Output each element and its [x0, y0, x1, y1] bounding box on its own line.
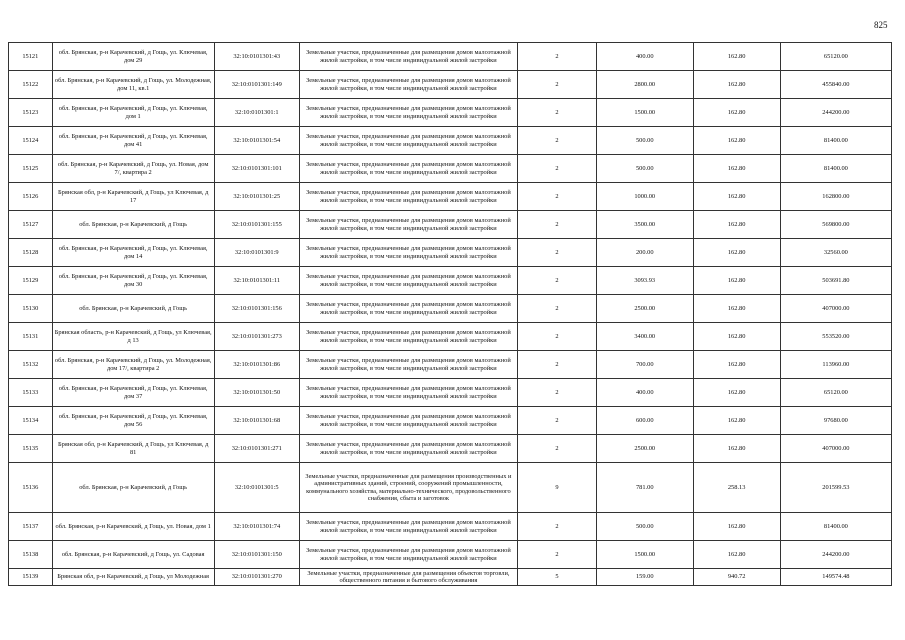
- area-cell: 2500.00: [596, 435, 693, 463]
- row-number: 15123: [9, 99, 53, 127]
- permitted-use: Земельные участки, предназначенные для размещения домов малоэтажной жилой застройки, в том числе индивидуальной жилой застройки: [299, 323, 517, 351]
- use-category: 2: [517, 379, 596, 407]
- area-cell: 1000.00: [596, 183, 693, 211]
- use-category: 2: [517, 323, 596, 351]
- row-number: 15137: [9, 513, 53, 541]
- row-number: 15129: [9, 267, 53, 295]
- cadastral-value: 81400.00: [780, 127, 891, 155]
- cadastral-number: 32:10:0101301:86: [214, 351, 299, 379]
- table-row: [9, 295, 892, 323]
- row-number: 15130: [9, 295, 53, 323]
- use-category: 2: [517, 435, 596, 463]
- use-category: 2: [517, 43, 596, 71]
- permitted-use: Земельные участки, предназначенные для размещения домов малоэтажной жилой застройки, в том числе индивидуальной жилой застройки: [299, 351, 517, 379]
- area-cell: 600.00: [596, 407, 693, 435]
- cadastral-number: 32:10:0101301:43: [214, 43, 299, 71]
- price-per-unit: 940.72: [693, 569, 780, 586]
- cadastral-value: 569800.00: [780, 211, 891, 239]
- price-per-unit: 162.80: [693, 211, 780, 239]
- permitted-use: Земельные участки, предназначенные для размещения домов малоэтажной жилой застройки, в том числе индивидуальной жилой застройки: [299, 211, 517, 239]
- cadastral-value: 407000.00: [780, 295, 891, 323]
- use-category: 2: [517, 541, 596, 569]
- cadastral-number: 32:10:0101301:101: [214, 155, 299, 183]
- area-cell: 3500.00: [596, 211, 693, 239]
- price-per-unit: 162.80: [693, 71, 780, 99]
- table-row: [9, 239, 892, 267]
- permitted-use: Земельные участки, предназначенные для размещения домов малоэтажной жилой застройки, в том числе индивидуальной жилой застройки: [299, 379, 517, 407]
- cadastral-value: 244200.00: [780, 99, 891, 127]
- row-number: 15134: [9, 407, 53, 435]
- use-category: 2: [517, 127, 596, 155]
- table-row: [9, 127, 892, 155]
- permitted-use: Земельные участки, предназначенные для размещения домов малоэтажной жилой застройки, в том числе индивидуальной жилой застройки: [299, 99, 517, 127]
- row-number: 15133: [9, 379, 53, 407]
- area-cell: 2500.00: [596, 295, 693, 323]
- cadastral-number: 32:10:0101301:270: [214, 569, 299, 586]
- area-cell: 400.00: [596, 379, 693, 407]
- address-cell: обл. Брянская, р-н Карачевский, д Гощь: [52, 463, 214, 513]
- table-row: [9, 183, 892, 211]
- area-cell: 781.00: [596, 463, 693, 513]
- table-row: [9, 99, 892, 127]
- address-cell: обл. Брянская, р-н Карачевский, д Гощь, ул. Ключевая, дом 41: [52, 127, 214, 155]
- use-category: 2: [517, 99, 596, 127]
- table-row: [9, 513, 892, 541]
- price-per-unit: 162.80: [693, 541, 780, 569]
- cadastral-value: 503691.80: [780, 267, 891, 295]
- price-per-unit: 162.80: [693, 239, 780, 267]
- table-row: [9, 379, 892, 407]
- area-cell: 500.00: [596, 513, 693, 541]
- row-number: 15126: [9, 183, 53, 211]
- price-per-unit: 162.80: [693, 127, 780, 155]
- permitted-use: Земельные участки, предназначенные для размещения домов малоэтажной жилой застройки, в том числе индивидуальной жилой застройки: [299, 43, 517, 71]
- cadastral-value: 65120.00: [780, 379, 891, 407]
- table-row: [9, 463, 892, 513]
- cadastral-value: 162800.00: [780, 183, 891, 211]
- price-per-unit: 162.80: [693, 407, 780, 435]
- table-row: [9, 155, 892, 183]
- cadastral-number: 32:10:0101301:155: [214, 211, 299, 239]
- permitted-use: Земельные участки, предназначенные для размещения объектов торговли, общественного питания и бытового обслуживания: [299, 569, 517, 586]
- address-cell: обл. Брянская, р-н Карачевский, д Гощь, ул. Молодежная, дом 11, кв.1: [52, 71, 214, 99]
- address-cell: Брянская обл, р-н Карачевский, д Гощь, ул Ключевая, д 81: [52, 435, 214, 463]
- cadastral-number: 32:10:0101301:74: [214, 513, 299, 541]
- price-per-unit: 162.80: [693, 155, 780, 183]
- permitted-use: Земельные участки, предназначенные для размещения домов малоэтажной жилой застройки, в том числе индивидуальной жилой застройки: [299, 155, 517, 183]
- cadastral-value: 81400.00: [780, 513, 891, 541]
- permitted-use: Земельные участки, предназначенные для размещения домов малоэтажной жилой застройки, в том числе индивидуальной жилой застройки: [299, 513, 517, 541]
- table-row: [9, 407, 892, 435]
- cadastral-number: 32:10:0101301:9: [214, 239, 299, 267]
- price-per-unit: 162.80: [693, 295, 780, 323]
- address-cell: обл. Брянская, р-н Карачевский, д Гощь: [52, 295, 214, 323]
- table-row: [9, 43, 892, 71]
- cadastral-number: 32:10:0101301:149: [214, 71, 299, 99]
- use-category: 5: [517, 569, 596, 586]
- cadastral-value: 407000.00: [780, 435, 891, 463]
- address-cell: обл. Брянская, р-н Карачевский, д Гощь, ул. Ключевая, дом 14: [52, 239, 214, 267]
- cadastral-number: 32:10:0101301:68: [214, 407, 299, 435]
- area-cell: 2800.00: [596, 71, 693, 99]
- table-row: [9, 71, 892, 99]
- permitted-use: Земельные участки, предназначенные для размещения домов малоэтажной жилой застройки, в том числе индивидуальной жилой застройки: [299, 435, 517, 463]
- row-number: 15122: [9, 71, 53, 99]
- area-cell: 500.00: [596, 155, 693, 183]
- area-cell: 159.00: [596, 569, 693, 586]
- cadastral-value: 32560.00: [780, 239, 891, 267]
- cadastral-value: 81400.00: [780, 155, 891, 183]
- row-number: 15124: [9, 127, 53, 155]
- use-category: 2: [517, 211, 596, 239]
- area-cell: 1500.00: [596, 99, 693, 127]
- price-per-unit: 162.80: [693, 323, 780, 351]
- address-cell: обл. Брянская, р-н Карачевский, д Гощь, ул. Ключевая, дом 29: [52, 43, 214, 71]
- address-cell: обл. Брянская, р-н Карачевский, д Гощь, ул. Ключевая, дом 56: [52, 407, 214, 435]
- cadastral-number: 32:10:0101301:11: [214, 267, 299, 295]
- use-category: 2: [517, 267, 596, 295]
- land-registry-table: [8, 42, 892, 586]
- price-per-unit: 162.80: [693, 43, 780, 71]
- address-cell: обл. Брянская, р-н Карачевский, д Гощь, ул. Ключевая, дом 30: [52, 267, 214, 295]
- cadastral-number: 32:10:0101301:54: [214, 127, 299, 155]
- address-cell: Брянская обл, р-н Карачевский, д Гощь, ул Ключевая, д 17: [52, 183, 214, 211]
- permitted-use: Земельные участки, предназначенные для размещения домов малоэтажной жилой застройки, в том числе индивидуальной жилой застройки: [299, 239, 517, 267]
- cadastral-value: 244200.00: [780, 541, 891, 569]
- row-number: 15132: [9, 351, 53, 379]
- cadastral-number: 32:10:0101301:156: [214, 295, 299, 323]
- use-category: 2: [517, 407, 596, 435]
- area-cell: 400.00: [596, 43, 693, 71]
- address-cell: обл. Брянская, р-н Карачевский, д Гощь: [52, 211, 214, 239]
- row-number: 15125: [9, 155, 53, 183]
- price-per-unit: 162.80: [693, 99, 780, 127]
- cadastral-number: 32:10:0101301:271: [214, 435, 299, 463]
- table-row: [9, 351, 892, 379]
- price-per-unit: 162.80: [693, 379, 780, 407]
- table-row: [9, 211, 892, 239]
- cadastral-number: 32:10:0101301:273: [214, 323, 299, 351]
- address-cell: Брянская обл, р-н Карачевский, д Гощь, ул Молодежная: [52, 569, 214, 586]
- price-per-unit: 162.80: [693, 267, 780, 295]
- cadastral-number: 32:10:0101301:5: [214, 463, 299, 513]
- row-number: 15138: [9, 541, 53, 569]
- page-number: 825: [874, 20, 888, 30]
- cadastral-number: 32:10:0101301:1: [214, 99, 299, 127]
- permitted-use: Земельные участки, предназначенные для размещения домов малоэтажной жилой застройки, в том числе индивидуальной жилой застройки: [299, 71, 517, 99]
- cadastral-number: 32:10:0101301:25: [214, 183, 299, 211]
- price-per-unit: 162.80: [693, 183, 780, 211]
- permitted-use: Земельные участки, предназначенные для размещения домов малоэтажной жилой застройки, в том числе индивидуальной жилой застройки: [299, 541, 517, 569]
- cadastral-value: 553520.00: [780, 323, 891, 351]
- permitted-use: Земельные участки, предназначенные для размещения домов малоэтажной жилой застройки, в том числе индивидуальной жилой застройки: [299, 183, 517, 211]
- area-cell: 3093.93: [596, 267, 693, 295]
- price-per-unit: 258.13: [693, 463, 780, 513]
- address-cell: обл. Брянская, р-н Карачевский, д Гощь, ул. Новая, дом 1: [52, 513, 214, 541]
- use-category: 2: [517, 351, 596, 379]
- row-number: 15121: [9, 43, 53, 71]
- use-category: 2: [517, 155, 596, 183]
- use-category: 2: [517, 239, 596, 267]
- area-cell: 500.00: [596, 127, 693, 155]
- row-number: 15135: [9, 435, 53, 463]
- table-row: [9, 323, 892, 351]
- use-category: 2: [517, 295, 596, 323]
- row-number: 15127: [9, 211, 53, 239]
- table-row: [9, 267, 892, 295]
- table-body: [9, 43, 892, 586]
- permitted-use: Земельные участки, предназначенные для размещения домов малоэтажной жилой застройки, в том числе индивидуальной жилой застройки: [299, 407, 517, 435]
- address-cell: обл. Брянская, р-н Карачевский, д Гощь, ул. Молодежная, дом 17/, квартира 2: [52, 351, 214, 379]
- table-row: [9, 569, 892, 586]
- price-per-unit: 162.80: [693, 351, 780, 379]
- cadastral-value: 201599.53: [780, 463, 891, 513]
- use-category: 2: [517, 513, 596, 541]
- price-per-unit: 162.80: [693, 513, 780, 541]
- cadastral-number: 32:10:0101301:50: [214, 379, 299, 407]
- price-per-unit: 162.80: [693, 435, 780, 463]
- table-row: [9, 541, 892, 569]
- area-cell: 700.00: [596, 351, 693, 379]
- row-number: 15136: [9, 463, 53, 513]
- permitted-use: Земельные участки, предназначенные для размещения домов малоэтажной жилой застройки, в том числе индивидуальной жилой застройки: [299, 127, 517, 155]
- use-category: 9: [517, 463, 596, 513]
- cadastral-value: 455840.00: [780, 71, 891, 99]
- area-cell: 1500.00: [596, 541, 693, 569]
- use-category: 2: [517, 71, 596, 99]
- area-cell: 3400.00: [596, 323, 693, 351]
- permitted-use: Земельные участки, предназначенные для размещения домов малоэтажной жилой застройки, в том числе индивидуальной жилой застройки: [299, 267, 517, 295]
- cadastral-value: 97680.00: [780, 407, 891, 435]
- area-cell: 200.00: [596, 239, 693, 267]
- permitted-use: Земельные участки, предназначенные для размещения домов малоэтажной жилой застройки, в том числе индивидуальной жилой застройки: [299, 295, 517, 323]
- use-category: 2: [517, 183, 596, 211]
- address-cell: обл. Брянская, р-н Карачевский, д Гощь, ул. Садовая: [52, 541, 214, 569]
- row-number: 15131: [9, 323, 53, 351]
- cadastral-number: 32:10:0101301:150: [214, 541, 299, 569]
- address-cell: обл. Брянская, р-н Карачевский, д Гощь, ул. Новая, дом 7/, квартира 2: [52, 155, 214, 183]
- cadastral-value: 65120.00: [780, 43, 891, 71]
- row-number: 15139: [9, 569, 53, 586]
- address-cell: обл. Брянская, р-н Карачевский, д Гощь, ул. Ключевая, дом 1: [52, 99, 214, 127]
- row-number: 15128: [9, 239, 53, 267]
- cadastral-value: 113960.00: [780, 351, 891, 379]
- address-cell: Брянская область, р-н Карачевский, д Гощь, ул Ключевая, д 13: [52, 323, 214, 351]
- address-cell: обл. Брянская, р-н Карачевский, д Гощь, ул. Ключевая, дом 37: [52, 379, 214, 407]
- permitted-use: Земельные участки, предназначенные для размещения производственных и административных зданий, строений, сооружений промышленности, коммунального хозяйства, материально-технического, продовольственного снабжения, сбыта и заготовок: [299, 463, 517, 513]
- cadastral-value: 149574.48: [780, 569, 891, 586]
- table-row: [9, 435, 892, 463]
